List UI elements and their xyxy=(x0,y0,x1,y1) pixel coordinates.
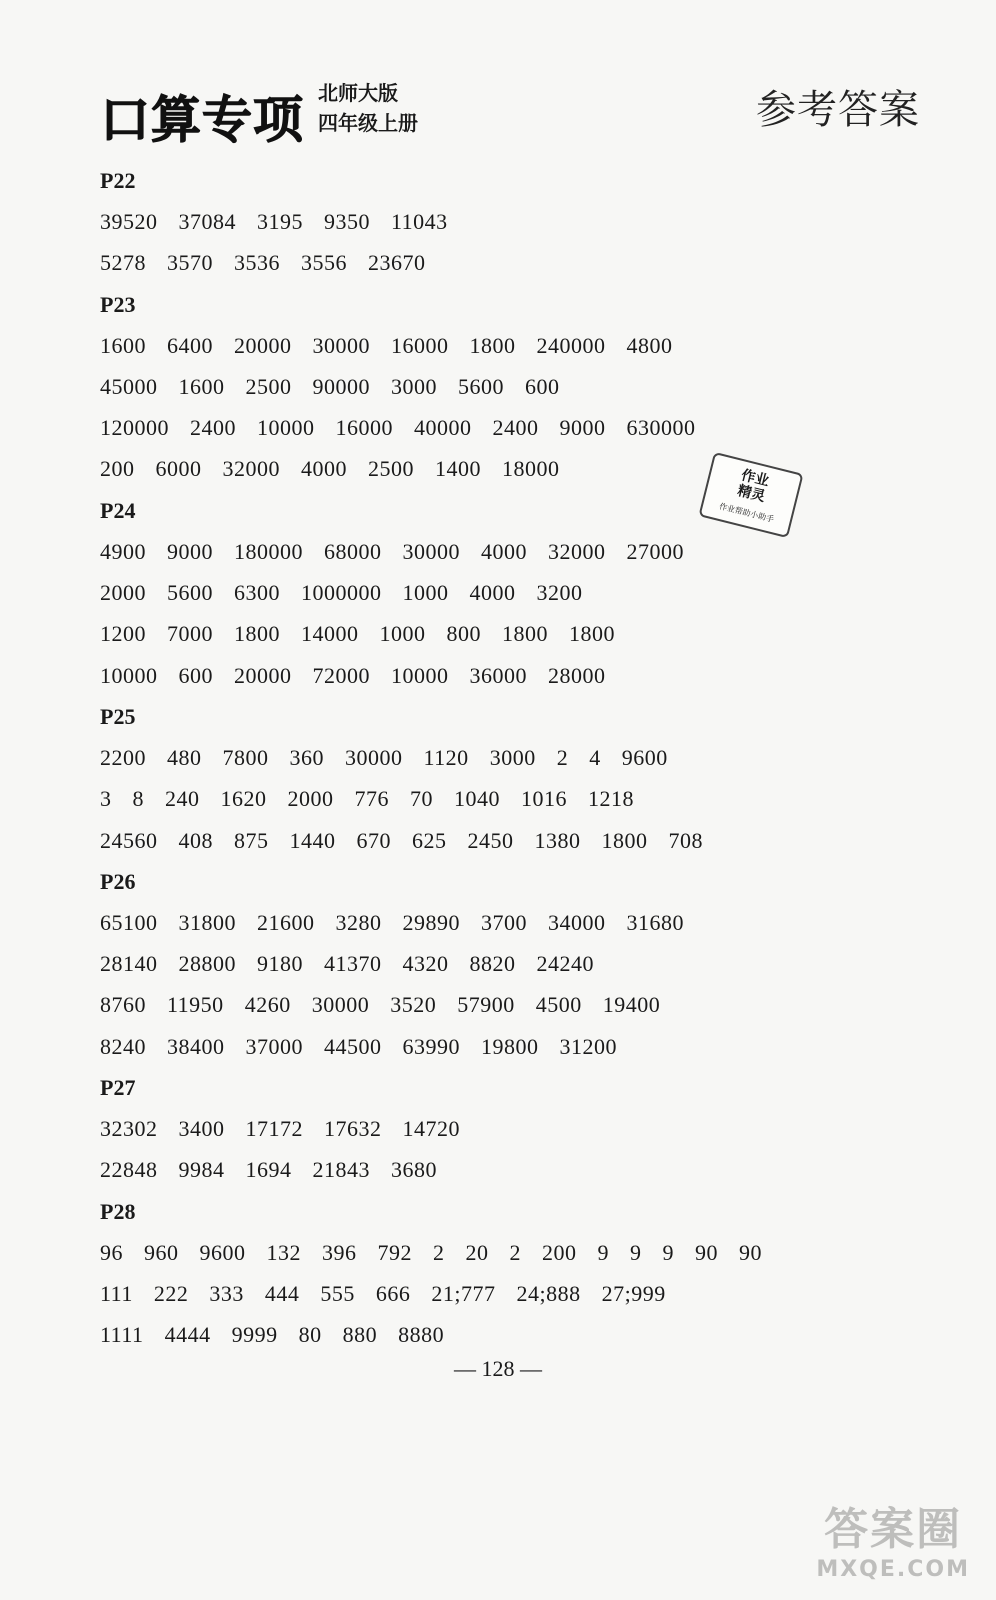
answer-value: 3570 xyxy=(167,250,213,276)
answer-row xyxy=(100,943,900,984)
answer-value: 9180 xyxy=(257,951,303,977)
answer-value: 9000 xyxy=(167,538,213,564)
answer-value: 38400 xyxy=(167,1033,225,1059)
section-title: P27 xyxy=(100,1075,136,1101)
answer-value: 40000 xyxy=(414,415,472,441)
answer-value: 9 xyxy=(597,1239,609,1265)
answer-row xyxy=(100,902,900,943)
answer-value: 31800 xyxy=(178,909,236,935)
answer-value: 7800 xyxy=(222,744,269,770)
answer-value: 1111 xyxy=(100,1322,144,1348)
answer-value: 37084 xyxy=(178,209,236,234)
answer-value: 4 xyxy=(589,744,601,770)
answer-value: 90000 xyxy=(312,373,370,399)
answer-value: 20 xyxy=(465,1239,489,1265)
answer-value: 19800 xyxy=(481,1033,539,1059)
answer-value: 1040 xyxy=(454,786,500,812)
answers-title: 参考答案 xyxy=(756,87,920,133)
answer-value: 9984 xyxy=(178,1157,225,1183)
answer-value: 5600 xyxy=(167,580,213,606)
answer-value: 2450 xyxy=(467,827,514,853)
answer-value: 360 xyxy=(289,744,324,770)
answer-value: 57900 xyxy=(457,992,515,1018)
answer-value: 3700 xyxy=(481,909,527,935)
answer-value: 37000 xyxy=(245,1033,303,1059)
answer-value: 2000 xyxy=(100,580,146,606)
answer-value: 1000 xyxy=(402,580,449,606)
answer-value: 396 xyxy=(322,1239,357,1265)
answer-value: 708 xyxy=(668,827,703,853)
answer-value: 30000 xyxy=(311,992,370,1018)
answer-value: 28800 xyxy=(178,951,236,977)
answer-value: 875 xyxy=(234,827,269,853)
answer-value: 5278 xyxy=(100,250,146,276)
answer-value: 34000 xyxy=(548,909,606,935)
answer-value: 180000 xyxy=(234,538,303,564)
answer-value: 625 xyxy=(412,827,447,853)
section-title: P26 xyxy=(100,868,136,894)
answer-value: 3680 xyxy=(391,1157,437,1183)
answer-value: 4500 xyxy=(535,992,582,1018)
section-title: P28 xyxy=(100,1198,136,1224)
answer-value: 1200 xyxy=(100,621,146,647)
answer-row xyxy=(100,366,900,407)
answer-value: 555 xyxy=(320,1280,355,1306)
answer-value: 1440 xyxy=(289,827,336,853)
answer-value: 24;888 xyxy=(516,1280,581,1306)
answer-value: 20000 xyxy=(234,662,292,688)
answer-value: 68000 xyxy=(324,538,382,564)
edition-label xyxy=(318,78,418,138)
stamp-line2: 精灵 xyxy=(735,482,767,506)
answer-value: 24240 xyxy=(536,951,594,977)
answer-value: 20000 xyxy=(234,332,292,358)
answer-value: 1400 xyxy=(435,456,481,482)
answer-row xyxy=(100,201,900,242)
answer-value: 6000 xyxy=(155,456,202,482)
answer-value: 45000 xyxy=(100,373,158,399)
answer-value: 80 xyxy=(298,1322,322,1348)
answer-value: 21843 xyxy=(312,1157,370,1183)
answer-value: 1800 xyxy=(502,621,548,647)
answer-value: 2400 xyxy=(190,415,236,441)
answer-value: 1694 xyxy=(245,1157,292,1183)
section-title: P25 xyxy=(100,703,136,729)
answer-value: 1800 xyxy=(234,621,280,647)
answer-value: 776 xyxy=(354,786,389,812)
answer-value: 2500 xyxy=(368,456,414,482)
answer-value: 2 xyxy=(556,744,569,770)
answer-value: 90 xyxy=(739,1239,762,1265)
answer-value: 10000 xyxy=(391,662,449,688)
answer-value: 1800 xyxy=(601,827,648,853)
answer-value: 3280 xyxy=(335,909,382,935)
answer-value: 200 xyxy=(100,456,135,482)
answer-value: 2 xyxy=(433,1239,445,1265)
answer-row xyxy=(100,984,900,1025)
answer-value: 1016 xyxy=(521,786,567,812)
answer-value: 600 xyxy=(178,662,213,688)
answer-value: 18000 xyxy=(502,456,560,482)
answer-value: 10000 xyxy=(257,415,315,441)
answer-value: 240 xyxy=(165,786,200,812)
answer-value: 2000 xyxy=(287,786,334,812)
answer-value: 4000 xyxy=(481,538,527,564)
answer-value: 200 xyxy=(542,1239,577,1265)
answer-row xyxy=(100,1314,900,1355)
answer-value: 4000 xyxy=(301,456,347,482)
answer-value: 32000 xyxy=(548,538,606,564)
answer-value: 3400 xyxy=(178,1116,225,1142)
answer-value: 9999 xyxy=(231,1322,278,1348)
answer-value: 14000 xyxy=(301,621,359,647)
answer-value: 1620 xyxy=(220,786,267,812)
answer-row xyxy=(100,325,900,366)
page-number: — 128 — xyxy=(454,1356,542,1381)
answer-value: 670 xyxy=(356,827,391,853)
answer-value: 3000 xyxy=(489,744,536,770)
answer-value: 90 xyxy=(695,1239,718,1265)
answer-row xyxy=(100,1108,900,1149)
answer-value: 1380 xyxy=(534,827,581,853)
answer-value: 41370 xyxy=(324,951,382,977)
answer-value: 24560 xyxy=(100,827,158,853)
answer-value: 9600 xyxy=(621,744,668,770)
answer-value: 3536 xyxy=(234,250,280,276)
answer-value: 7000 xyxy=(167,621,213,647)
answer-value: 36000 xyxy=(469,662,527,688)
answer-value: 4260 xyxy=(244,992,291,1018)
answer-value: 9000 xyxy=(559,415,606,441)
answer-value: 32000 xyxy=(222,456,280,482)
edition-grade: 四年级上册 xyxy=(318,111,418,135)
answer-value: 10000 xyxy=(100,662,158,688)
section-title: P23 xyxy=(100,291,136,317)
answer-value: 11043 xyxy=(391,209,448,234)
answer-value: 1218 xyxy=(588,786,634,812)
answer-value: 21;777 xyxy=(431,1280,496,1306)
section-title: P22 xyxy=(100,168,136,193)
answer-value: 19400 xyxy=(602,992,661,1018)
answer-value: 1800 xyxy=(569,621,615,647)
answer-value: 2200 xyxy=(100,744,146,770)
answer-value: 1600 xyxy=(100,332,146,358)
answer-row xyxy=(100,655,900,696)
answer-value: 3556 xyxy=(301,250,347,276)
book-title: 口算专项 xyxy=(100,91,304,149)
answer-value: 3520 xyxy=(390,992,437,1018)
answer-value: 2400 xyxy=(492,415,539,441)
answer-value: 630000 xyxy=(626,415,696,441)
answer-value: 16000 xyxy=(335,415,393,441)
answer-value: 63990 xyxy=(402,1033,460,1059)
answer-value: 6300 xyxy=(234,580,280,606)
answer-value: 4800 xyxy=(626,332,673,358)
answer-value: 222 xyxy=(153,1280,189,1306)
answer-row xyxy=(100,778,900,819)
answer-value: 600 xyxy=(525,373,560,399)
answer-value: 27;999 xyxy=(601,1280,666,1306)
answer-value: 8240 xyxy=(100,1033,146,1059)
answer-value: 29890 xyxy=(402,909,460,935)
answer-value: 32302 xyxy=(100,1116,158,1142)
answer-value: 16000 xyxy=(391,332,449,358)
answer-value: 21600 xyxy=(257,909,315,935)
answer-value: 240000 xyxy=(536,332,606,358)
answer-value: 8820 xyxy=(469,951,516,977)
answer-value: 65100 xyxy=(100,909,158,935)
stamp-line1: 作业 xyxy=(739,467,771,490)
answer-row xyxy=(100,1026,900,1067)
answer-value: 4444 xyxy=(164,1322,211,1348)
answer-value: 28000 xyxy=(548,662,606,688)
answer-value: 666 xyxy=(375,1280,411,1306)
answer-value: 30000 xyxy=(402,538,460,564)
answer-value: 3000 xyxy=(391,373,437,399)
answer-value: 792 xyxy=(377,1239,412,1265)
answer-value: 111 xyxy=(100,1280,133,1306)
answer-row xyxy=(100,737,900,778)
answer-value: 1600 xyxy=(178,373,225,399)
answer-value: 14720 xyxy=(402,1116,460,1142)
answer-value: 39520 xyxy=(100,209,158,234)
answer-value: 9 xyxy=(630,1239,642,1265)
answer-value: 132 xyxy=(266,1239,301,1265)
answer-row xyxy=(100,613,900,654)
answer-value: 96 xyxy=(100,1239,123,1265)
answer-value: 5600 xyxy=(458,373,504,399)
answer-value: 31680 xyxy=(626,909,684,935)
stamp-caption: 作业帮助小助手 xyxy=(718,501,775,525)
page-header xyxy=(100,70,920,150)
answer-value: 44500 xyxy=(324,1033,382,1059)
answer-value: 17632 xyxy=(324,1116,382,1142)
answer-list xyxy=(100,160,900,1356)
answer-row xyxy=(100,820,900,861)
answer-value: 1000000 xyxy=(301,580,382,606)
answer-value: 4000 xyxy=(469,580,516,606)
answer-value: 9350 xyxy=(324,209,370,234)
answer-value: 28140 xyxy=(100,951,158,977)
answer-value: 333 xyxy=(209,1280,244,1306)
answer-value: 31200 xyxy=(559,1033,617,1059)
answer-value: 30000 xyxy=(312,332,370,358)
answer-value: 22848 xyxy=(100,1157,158,1183)
answer-value: 1800 xyxy=(469,332,516,358)
answer-row xyxy=(100,407,900,448)
answer-value: 6400 xyxy=(167,332,213,358)
answer-value: 1000 xyxy=(379,621,426,647)
answer-value: 8760 xyxy=(100,992,146,1018)
answer-value: 8 xyxy=(132,786,144,812)
answer-row xyxy=(100,242,900,283)
answer-value: 30000 xyxy=(345,744,403,770)
watermark xyxy=(816,1493,970,1582)
answer-value: 9 xyxy=(662,1239,674,1265)
answer-value: 444 xyxy=(264,1280,300,1306)
answer-value: 72000 xyxy=(312,662,370,688)
answer-value: 2500 xyxy=(245,373,292,399)
answer-value: 480 xyxy=(167,744,202,770)
answer-value: 960 xyxy=(144,1239,179,1265)
answer-value: 3195 xyxy=(257,209,303,234)
answer-value: 800 xyxy=(446,621,481,647)
answer-row xyxy=(100,1273,900,1314)
answer-value: 9600 xyxy=(199,1239,246,1265)
answer-value: 120000 xyxy=(100,415,169,441)
answer-row xyxy=(100,531,900,572)
answer-value: 3200 xyxy=(536,580,583,606)
answer-value: 2 xyxy=(509,1239,521,1265)
section-title: P24 xyxy=(100,497,136,523)
answer-row xyxy=(100,572,900,613)
answer-value: 4900 xyxy=(100,538,146,564)
answer-value: 11950 xyxy=(167,992,224,1018)
answer-row xyxy=(100,1232,900,1273)
answer-value: 8880 xyxy=(398,1322,445,1348)
watermark-logo: 答案圈 xyxy=(824,1504,963,1555)
answer-value: 27000 xyxy=(626,538,684,564)
answer-value: 408 xyxy=(178,827,213,853)
answer-row xyxy=(100,1149,900,1190)
answer-value: 880 xyxy=(342,1322,378,1348)
edition-publisher: 北师大版 xyxy=(318,81,398,105)
answer-value: 70 xyxy=(410,786,433,812)
answer-value: 1120 xyxy=(423,744,469,770)
answer-value: 17172 xyxy=(245,1116,303,1142)
answer-value: 3 xyxy=(100,786,112,812)
watermark-url: MXQE.COM xyxy=(816,1557,970,1582)
answer-value: 23670 xyxy=(368,250,426,276)
answer-value: 4320 xyxy=(402,951,449,977)
